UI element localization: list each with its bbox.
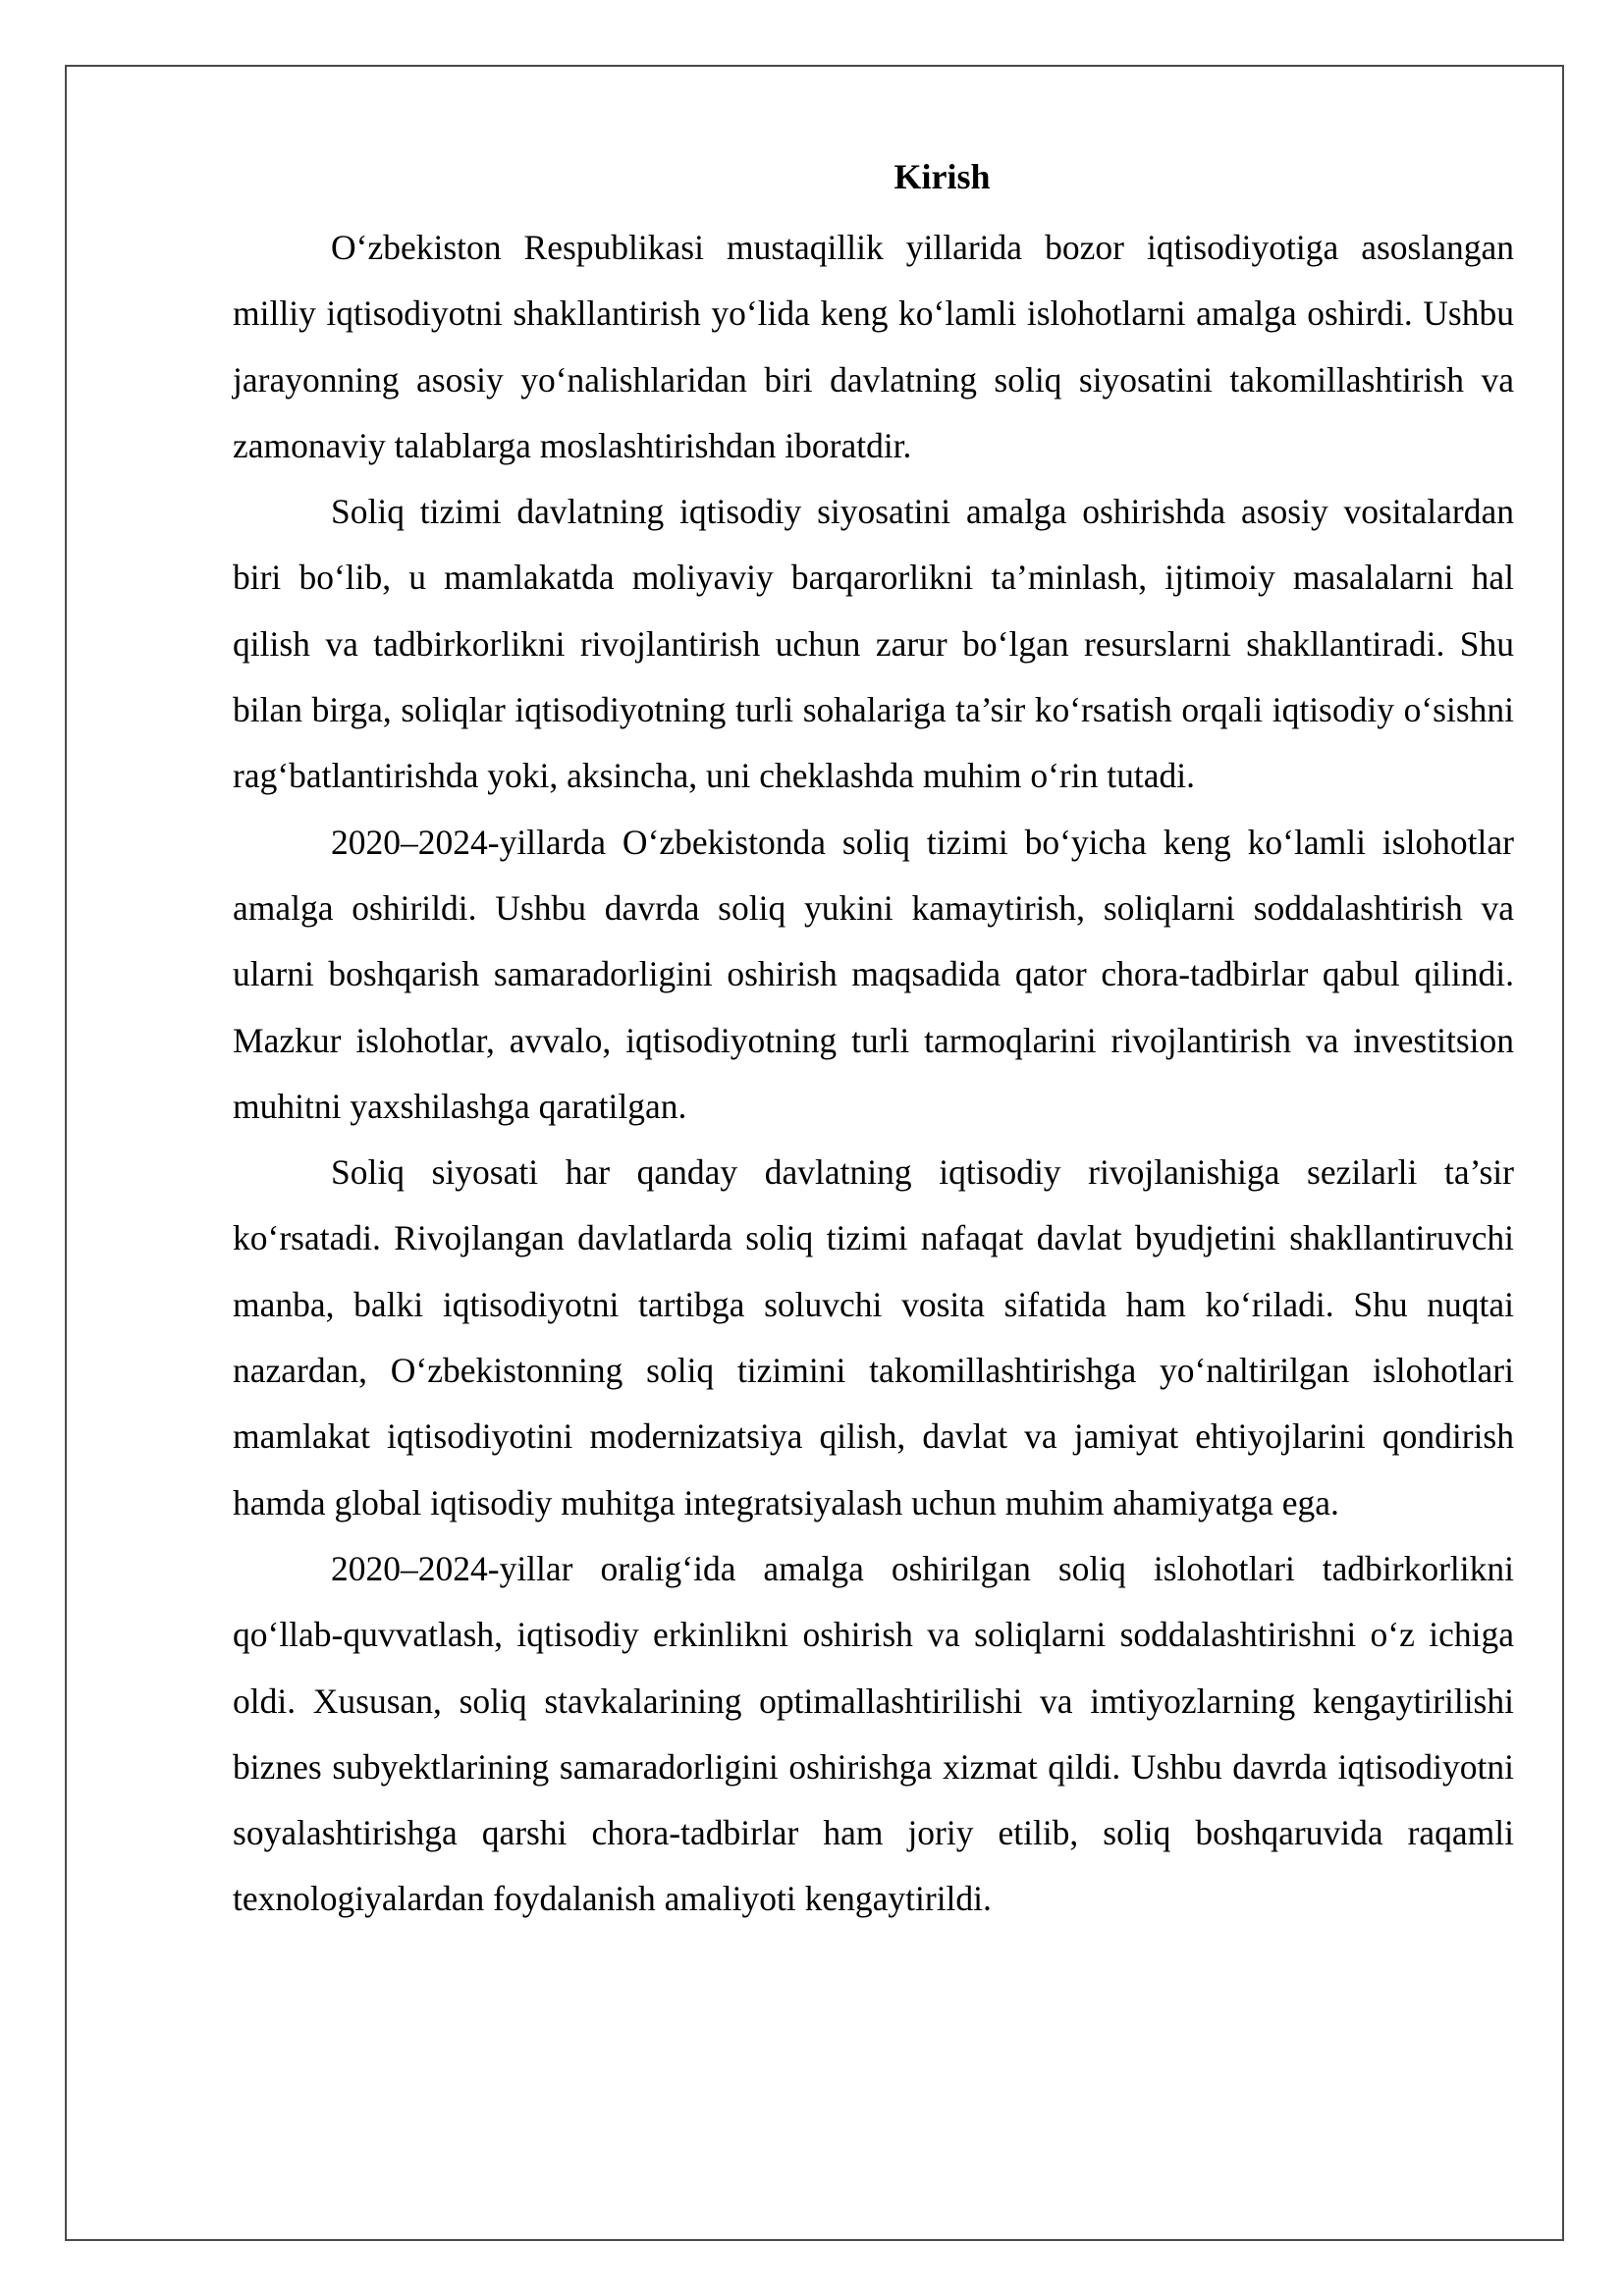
- paragraph-5: 2020–2024-yillar oralig‘ida amalga oshirilgan soliq islohotlari tadbirkorlikni qo‘llab-quvvatlash, iqtisodiy erkinlikni oshirish va soliqlarni soddalashtirishni o‘z ichiga oldi. Xususan, soliq stavkalarining optimallashtirilishi va imtiyozlarning kengaytirilishi biznes subyektlarining samaradorligini oshirishga xizmat qildi. Ushbu davrda iqtisodiyotni soyalashtirishga qarshi chora-tadbirlar ham joriy etilib, soliq boshqaruvida raqamli texnologiyalardan foydalanish amaliyoti kengaytirildi.: [233, 1548, 1514, 1919]
- document-body: [233, 149, 1514, 1933]
- paragraph-2: Soliq tizimi davlatning iqtisodiy siyosatini amalga oshirishda asosiy vositalardan biri bo‘lib, u mamlakatda moliyaviy barqarorlikni ta’minlash, ijtimoiy masalalarni hal qilish va tadbirkorlikni rivojlantirish uchun zarur bo‘lgan resurslarni shakllantiradi. Shu bilan birga, soliqlar iqtisodiyotning turli sohalariga ta’sir ko‘rsatish orqali iqtisodiy o‘sishni rag‘batlantirishda yoki, aksincha, uni cheklashda muhim o‘rin tutadi.: [233, 492, 1514, 796]
- paragraph-4: Soliq siyosati har qanday davlatning iqtisodiy rivojlanishiga sezilarli ta’sir ko‘rsatadi. Rivojlangan davlatlarda soliq tizimi nafaqat davlat byudjetini shakllantiruvchi manba, balki iqtisodiyotni tartibga soluvchi vosita sifatida ham ko‘riladi. Shu nuqtai nazardan, O‘zbekistonning soliq tizimini takomillashtirishga yo‘naltirilgan islohotlari mamlakat iqtisodiyotini modernizatsiya qilish, davlat va jamiyat ehtiyojlarini qondirish hamda global iqtisodiy muhitga integratsiyalash uchun muhim ahamiyatga ega.: [233, 1152, 1514, 1522]
- paragraph-1: O‘zbekiston Respublikasi mustaqillik yillarida bozor iqtisodiyotiga asoslangan milliy iqtisodiyotni shakllantirish yo‘lida keng ko‘lamli islohotlarni amalga oshirdi. Ushbu jarayonning asosiy yo‘nalishlaridan biri davlatning soliq siyosatini takomillashtirish va zamonaviy talablarga moslashtirishdan iboratdir.: [233, 228, 1514, 465]
- document-title: Kirish: [893, 157, 991, 196]
- paragraph-3: 2020–2024-yillarda O‘zbekistonda soliq tizimi bo‘yicha keng ko‘lamli islohotlar amalga oshirildi. Ushbu davrda soliq yukini kamaytirish, soliqlarni soddalashtirish va ularni boshqarish samaradorligini oshirish maqsadida qator chora-tadbirlar qabul qilindi. Mazkur islohotlar, avvalo, iqtisodiyotning turli tarmoqlarini rivojlantirish va investitsion muhitni yaxshilashga qaratilgan.: [233, 822, 1514, 1126]
